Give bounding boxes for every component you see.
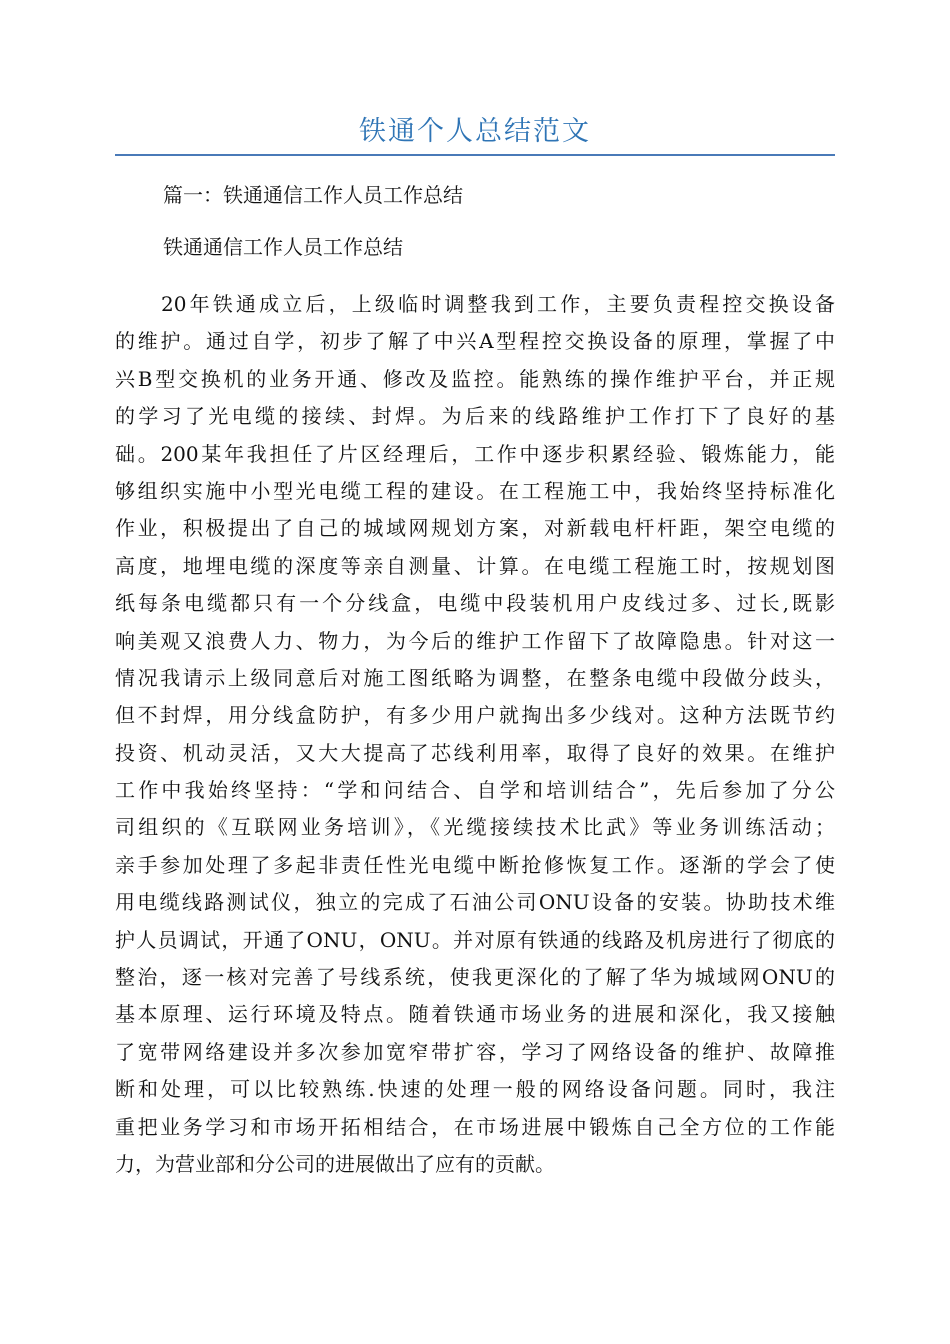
paragraph-line: 但不封焊，用分线盒防护，有多少用户就掏出多少线对。这种方法既节约 [115,703,835,728]
paragraph-line: 了宽带网络建设并多次参加宽窄带扩容，学习了网络设备的维护、故障推 [115,1039,835,1064]
paragraph-line: 用电缆线路测试仪，独立的完成了石油公司ONU设备的安装。协助技术维 [115,890,835,915]
paragraph-line: 的维护。通过自学，初步了解了中兴A型程控交换设备的原理，掌握了中 [115,329,835,354]
paragraph-line: 亲手参加处理了多起非责任性光电缆中断抢修恢复工作。逐渐的学会了使 [115,852,835,877]
paragraph-line: 投资、机动灵活，又大大提高了芯线利用率，取得了良好的效果。在维护 [115,740,835,765]
paragraph-line: 20年铁通成立后，上级临时调整我到工作，主要负责程控交换设备 [161,292,835,316]
section-heading: 篇一：铁通通信工作人员工作总结 [163,183,463,207]
paragraph-line: 高度，地埋电缆的深度等亲自测量、计算。在电缆工程施工时，按规划图 [115,553,835,578]
paragraph-line: 重把业务学习和市场开拓相结合，在市场进展中锻炼自己全方位的工作能 [115,1114,835,1139]
paragraph-line: 础。200某年我担任了片区经理后，工作中逐步积累经验、锻炼能力，能 [115,441,835,466]
paragraph-line: 力，为营业部和分公司的进展做出了应有的贡献。 [115,1151,555,1176]
paragraph-line: 的学习了光电缆的接续、封焊。为后来的线路维护工作打下了良好的基 [115,404,835,429]
paragraph-line: 响美观又浪费人力、物力，为今后的维护工作留下了故障隐患。针对这一 [115,628,835,653]
paragraph-line: 基本原理、运行环境及特点。随着铁通市场业务的进展和深化，我又接触 [115,1002,835,1027]
paragraph-line: 够组织实施中小型光电缆工程的建设。在工程施工中，我始终坚持标准化 [115,478,835,503]
body-paragraph [115,286,835,1183]
title-underline [115,154,835,156]
paragraph-line: 整治，逐一核对完善了号线系统，使我更深化的了解了华为城域网ONU的 [115,965,835,990]
paragraph-line: 情况我请示上级同意后对施工图纸略为调整，在整条电缆中段做分歧头， [115,665,835,690]
paragraph-line: 司组织的《互联网业务培训》，《光缆接续技术比武》等业务训练活动； [115,815,835,840]
paragraph-line: 护人员调试，开通了ONU，ONU。并对原有铁通的线路及机房进行了彻底的 [115,927,835,952]
paragraph-line: 工作中我始终坚持：“学和问结合、自学和培训结合”，先后参加了分公 [115,778,835,803]
paragraph-line: 纸每条电缆都只有一个分线盒，电缆中段装机用户皮线过多、过长,既影 [115,591,835,616]
paragraph-line: 作业，积极提出了自己的城域网规划方案，对新载电杆杆距，架空电缆的 [115,516,835,541]
document-title: 铁通个人总结范文 [359,116,591,147]
paragraph-line: 兴B型交换机的业务开通、修改及监控。能熟练的操作维护平台，并正规 [115,366,835,391]
subheading: 铁通通信工作人员工作总结 [163,235,403,259]
paragraph-line: 断和处理，可以比较熟练.快速的处理一般的网络设备问题。同时，我注 [115,1077,835,1102]
